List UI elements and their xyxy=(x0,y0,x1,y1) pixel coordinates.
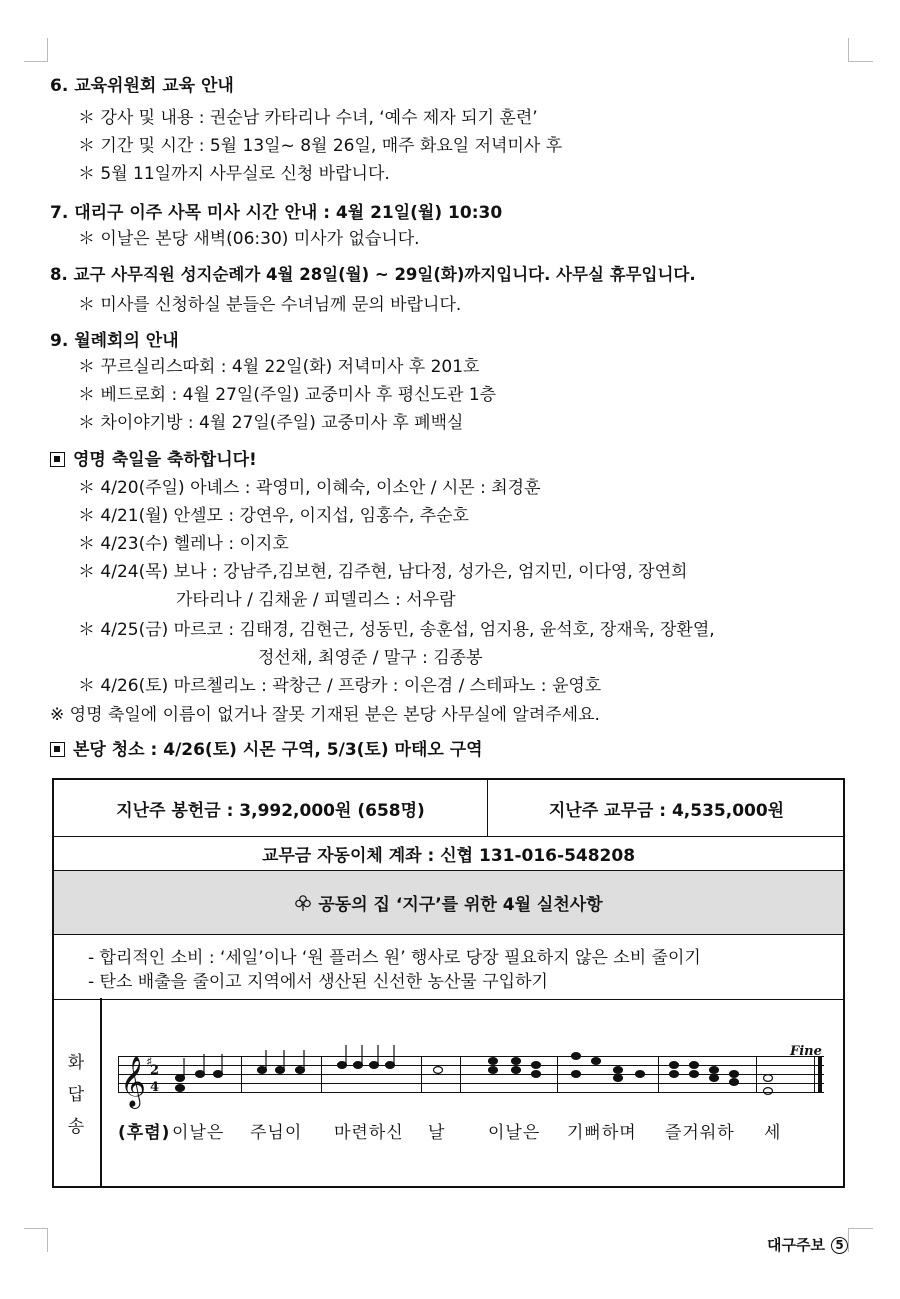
psalm-divider xyxy=(100,998,102,1186)
crop-mark xyxy=(47,1228,48,1252)
svg-text:♯: ♯ xyxy=(146,1055,153,1070)
list-item-continuation: 정선채, 최영준 / 말구 : 김종봉 xyxy=(258,648,483,668)
refrain-label: (후렴) xyxy=(118,1123,171,1143)
list-item: ＊ 4/26(토) 마르첼리노 : 곽창근 / 프랑카 : 이은겸 / 스테파노 : 윤영호 xyxy=(78,676,602,696)
list-item-continuation: 가타리나 / 김채윤 / 피델리스 : 서우람 xyxy=(176,590,456,610)
checkbox-square-icon xyxy=(50,452,65,467)
crop-mark xyxy=(849,61,873,62)
crop-mark xyxy=(849,1228,873,1229)
list-item: ＊ 5월 11일까지 사무실로 신청 바랍니다. xyxy=(78,164,390,184)
list-item: ＊ 4/24(목) 보나 : 강남주,김보현, 김주현, 남다정, 성가은, 엄지민, 이다영, 장연희 xyxy=(78,562,688,582)
lyric-word: 마련하신 xyxy=(334,1123,404,1143)
list-item: ＊ 기간 및 시간 : 5월 13일~ 8월 26일, 매주 화요일 저녁미사 후 xyxy=(78,136,563,156)
feast-title: 영명 축일을 축하합니다! xyxy=(73,450,257,470)
list-item: ＊ 차이야기방 : 4월 27일(주일) 교중미사 후 폐백실 xyxy=(78,413,464,433)
feast-note: ※ 영명 축일에 이름이 없거나 잘못 기재된 분은 본당 사무실에 알려주세요. xyxy=(50,705,600,725)
crop-mark xyxy=(24,61,48,62)
auto-transfer-row xyxy=(54,837,843,871)
list-item: ＊ 강사 및 내용 : 권순남 카타리나 수녀, ‘예수 제자 되기 훈련’ xyxy=(78,108,538,128)
crop-mark xyxy=(848,1228,849,1252)
list-item: ＊ 이날은 본당 새벽(06:30) 미사가 없습니다. xyxy=(78,229,420,249)
section-heading-education: 6. 교육위원회 교육 안내 xyxy=(50,76,234,96)
svg-text:2: 2 xyxy=(150,1063,160,1078)
bulletin-title: 대구주보 xyxy=(767,1236,825,1254)
section-heading-mass-time: 7. 대리구 이주 사목 미사 시간 안내 : 4월 21일(월) 10:30 xyxy=(50,203,503,223)
lyric-word: 이날은 xyxy=(172,1123,225,1143)
list-item: ＊ 베드로회 : 4월 27일(주일) 교중미사 후 평신도관 1층 xyxy=(78,385,497,405)
diocese-fee-cell: 지난주 교무금 : 4,535,000원 xyxy=(548,800,785,821)
section-heading-feast xyxy=(50,449,257,471)
lyric-word: 이날은 xyxy=(488,1123,541,1143)
list-item: ＊ 미사를 신청하실 분들은 수녀님께 문의 바랍니다. xyxy=(78,295,462,315)
list-item: ＊ 꾸르실리스따회 : 4월 22일(화) 저녁미사 후 201호 xyxy=(78,357,480,377)
section-heading-pilgrimage: 8. 교구 사무직원 성지순례가 4월 28일(월) ~ 29일(화)까지입니다. 사무실 휴무입니다. xyxy=(50,265,696,284)
psalm-label-char: 답 xyxy=(67,1085,85,1105)
music-notation xyxy=(118,1036,828,1116)
practice-title: 공동의 집 ‘지구’를 위한 4월 실천사항 xyxy=(318,895,603,915)
cleaning-title: 본당 청소 : 4/26(토) 시몬 구역, 5/3(토) 마태오 구역 xyxy=(73,740,483,760)
list-item: ＊ 4/20(주일) 아녜스 : 곽영미, 이혜숙, 이소안 / 시몬 : 최경훈 xyxy=(78,478,541,498)
crop-mark xyxy=(47,38,48,62)
svg-text:𝄞: 𝄞 xyxy=(120,1056,147,1107)
lyric-word: 즐거워하 xyxy=(665,1123,735,1143)
lyric-word: 세 xyxy=(764,1123,782,1143)
psalm-label-char: 화 xyxy=(67,1053,85,1073)
practice-line: - 탄소 배출을 줄이고 지역에서 생산된 신선한 농산물 구입하기 xyxy=(88,972,548,992)
list-item: ＊ 4/23(수) 헬레나 : 이지호 xyxy=(78,534,289,554)
page-footer xyxy=(767,1234,848,1255)
page-number: 5 xyxy=(831,1237,848,1254)
lyric-word: 날 xyxy=(428,1123,446,1143)
clover-icon xyxy=(294,894,312,912)
practice-line: - 합리적인 소비 : ‘세일’이나 ‘원 플러스 원’ 행사로 당장 필요하지 않은 소비 줄이기 xyxy=(88,948,701,968)
crop-mark xyxy=(848,38,849,62)
auto-transfer-cell: 교무금 자동이체 계좌 : 신협 131-016-548208 xyxy=(261,846,636,866)
list-item: ＊ 4/21(월) 안셀모 : 강연우, 이지섭, 임홍수, 추순호 xyxy=(78,506,469,526)
psalm-label-char: 송 xyxy=(67,1117,85,1137)
crop-mark xyxy=(24,1228,48,1229)
lyric-word: 기뻐하며 xyxy=(567,1123,637,1143)
list-item: ＊ 4/25(금) 마르코 : 김태경, 김현근, 성동민, 송훈섭, 엄지용, 윤석호, 장재욱, 장환열, xyxy=(78,620,715,640)
checkbox-square-icon xyxy=(50,742,65,757)
section-heading-cleaning xyxy=(50,739,483,761)
practice-title-cell xyxy=(54,871,843,934)
lyric-word: 주님이 xyxy=(250,1123,303,1143)
practice-title-row xyxy=(54,871,843,935)
svg-text:4: 4 xyxy=(150,1080,160,1095)
fine-marking: Fine xyxy=(790,1044,822,1059)
offering-cell: 지난주 봉헌금 : 3,992,000원 (658명) xyxy=(54,780,488,836)
section-heading-monthly-meeting: 9. 월례회의 안내 xyxy=(50,331,179,351)
finance-row xyxy=(54,780,843,837)
